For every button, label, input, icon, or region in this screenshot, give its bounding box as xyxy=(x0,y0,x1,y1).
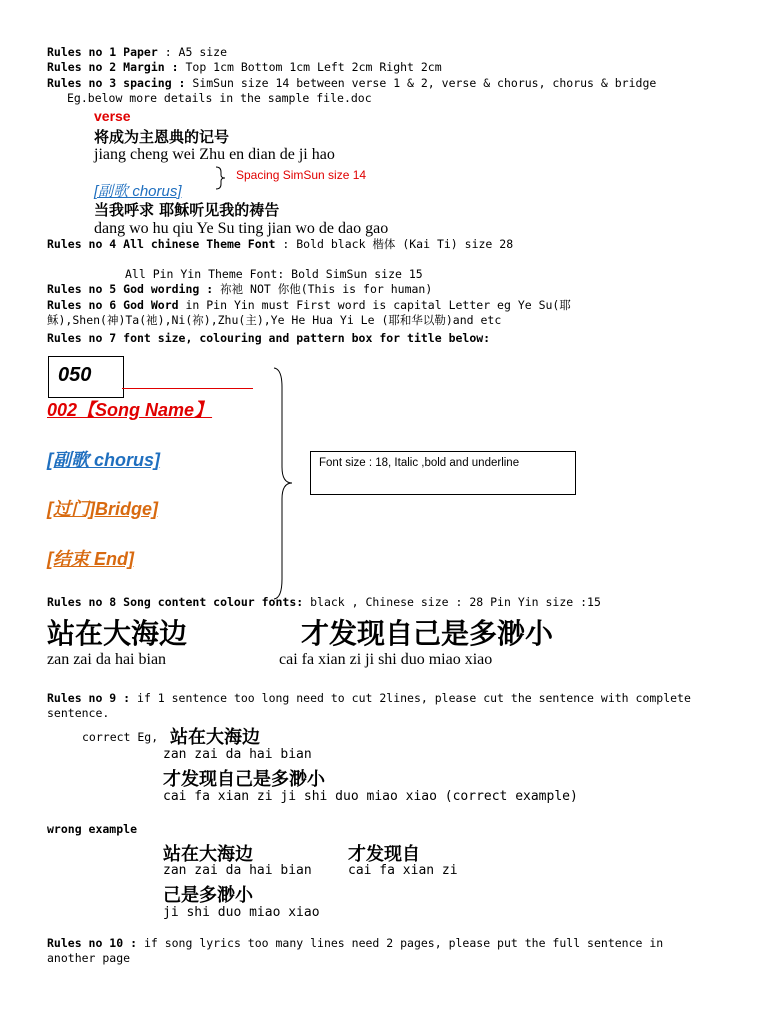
verse-pinyin: jiang cheng wei Zhu en dian de ji hao xyxy=(94,146,335,163)
song-name-title: 002【Song Name】 xyxy=(47,400,213,420)
song-chinese-1: 站在大海边 xyxy=(47,617,188,650)
rule-4: Rules no 4 All chinese Theme Font : Bold black 楷体 (Kai Ti) size 28 xyxy=(47,237,514,251)
rule-7: Rules no 7 font size, colouring and pattern box for title below: xyxy=(47,331,491,345)
bridge-title: [过门]Bridge] xyxy=(47,499,158,519)
end-title: [结束 End] xyxy=(47,549,134,569)
wrong-chinese-1b: 才发现自 xyxy=(348,844,420,865)
chorus-chinese: 当我呼求 耶稣听见我的祷告 xyxy=(94,201,280,219)
wrong-pinyin-2: ji shi duo miao xiao xyxy=(163,905,320,920)
rule-5: Rules no 5 God wording : 祢祂 NOT 你他(This is for human) xyxy=(47,282,433,296)
font-note: Font size : 18, Italic ,bold and underline xyxy=(319,457,520,469)
rule-8: Rules no 8 Song content colour fonts: black , Chinese size : 28 Pin Yin size :15 xyxy=(47,595,601,609)
correct-chinese-1: 站在大海边 xyxy=(170,727,260,748)
correct-pinyin-2: cai fa xian zi ji shi duo miao xiao (correct example) xyxy=(163,789,578,804)
song-number: 050 xyxy=(58,364,92,386)
rule-4-pinyin: All Pin Yin Theme Font: Bold SimSun size 15 xyxy=(125,267,423,281)
correct-label: correct Eg, xyxy=(82,730,159,744)
wrong-pinyin-1a: zan zai da hai bian xyxy=(163,863,312,878)
rule-2: Rules no 2 Margin : Top 1cm Bottom 1cm Left 2cm Right 2cm xyxy=(47,60,442,74)
song-chinese-2: 才发现自己是多渺小 xyxy=(301,617,554,650)
verse-chinese: 将成为主恩典的记号 xyxy=(94,128,230,146)
wrong-chinese-2: 己是多渺小 xyxy=(163,885,253,906)
rule-6-cont: 稣),Shen(神)Ta(祂),Ni(祢),Zhu(主),Ye He Hua Yi Le (耶和华以勒)and etc xyxy=(47,313,502,327)
rule-3: Rules no 3 spacing : SimSun size 14 between verse 1 & 2, verse & chorus, chorus & bridge xyxy=(47,76,657,90)
rule-6: Rules no 6 God Word in Pin Yin must First word is capital Letter eg Ye Su(耶 xyxy=(47,298,571,312)
rule-9-cont: sentence. xyxy=(47,706,110,720)
wrong-label: wrong example xyxy=(47,822,138,836)
spacing-note: Spacing SimSun size 14 xyxy=(236,168,367,182)
verse-label: verse xyxy=(94,108,131,124)
rule-1: Rules no 1 Paper : A5 size xyxy=(47,45,228,59)
correct-chinese-2: 才发现自己是多渺小 xyxy=(163,769,325,790)
chorus-title: [副歌 chorus] xyxy=(47,450,161,470)
chorus-label: [副歌 chorus] xyxy=(94,183,182,200)
title-brace xyxy=(270,367,294,600)
song-pinyin-1: zan zai da hai bian xyxy=(47,651,167,668)
chorus-pinyin: dang wo hu qiu Ye Su ting jian wo de dao gao xyxy=(94,220,389,237)
rule-3-note: Eg.below more details in the sample file.doc xyxy=(67,91,372,105)
wrong-chinese-1a: 站在大海边 xyxy=(163,844,253,865)
rule-10: Rules no 10 : if song lyrics too many lines need 2 pages, please put the full sentence in xyxy=(47,936,664,950)
wrong-pinyin-1b: cai fa xian zi xyxy=(348,863,458,878)
rule-10-cont: another page xyxy=(47,951,131,965)
rule-9: Rules no 9 : if 1 sentence too long need to cut 2lines, please cut the sentence with complete xyxy=(47,691,691,705)
number-underline xyxy=(122,388,253,389)
song-pinyin-2: cai fa xian zi ji shi duo miao xiao xyxy=(279,651,493,668)
correct-pinyin-1: zan zai da hai bian xyxy=(163,747,312,762)
spacing-brace xyxy=(214,166,226,190)
